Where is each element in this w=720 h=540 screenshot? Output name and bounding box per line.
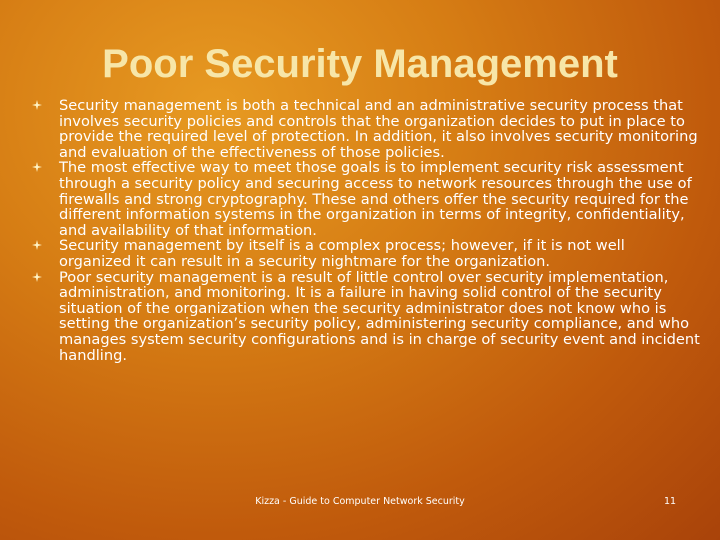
bullet-item xyxy=(30,270,700,364)
bullet-text: The most effective way to meet those goals is to implement security risk assessment through a security policy and securing access to network resources through the use of firewalls and strong cryptography. These and others offer the security required for the different information systems in the organization in terms of integrity, confidentiality, and availability of that information. xyxy=(59,159,692,239)
four-point-star-icon xyxy=(32,272,42,282)
four-point-star-icon xyxy=(32,100,42,110)
bullet-item xyxy=(30,160,700,238)
page-number: 11 xyxy=(663,496,677,507)
bullet-text: Security management by itself is a complex process; however, if it is not well organized it can result in a security nightmare for the organization. xyxy=(59,237,625,270)
footer-text: Kizza - Guide to Computer Network Security xyxy=(255,496,465,507)
bullet-item xyxy=(30,238,700,269)
bullet-list xyxy=(30,98,700,363)
four-point-star-icon xyxy=(32,162,42,172)
bullet-text: Poor security management is a result of little control over security implementation, administration, and monitoring. It is a failure in having solid control of the security situation of the organization when the security administrator does not know who is setting the organization’s security policy, administering security compliance, and who manages system security configurations and is in charge of security event and incident handling. xyxy=(59,268,700,364)
four-point-star-icon xyxy=(32,240,42,250)
bullet-text: Security management is both a technical and an administrative security process that involves security policies and controls that the organization decides to put in place to provide the required level of protection. In addition, it also involves security monitoring and evaluation of the effectiveness of those policies. xyxy=(59,97,698,161)
bullet-item xyxy=(30,98,700,160)
slide-title: Poor Security Management xyxy=(102,42,618,86)
